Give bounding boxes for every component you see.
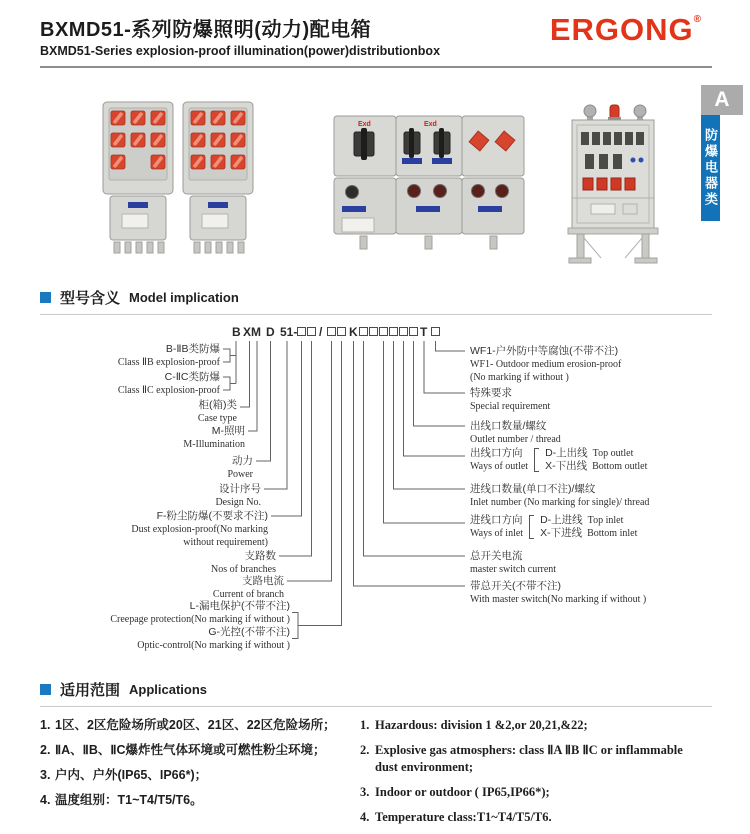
label-wf1: WF1-户外防中等腐蚀(不带不注) WF1- Outdoor medium erosion-proof (No marking if without ): [470, 345, 622, 383]
label-outlet-direction: 出线口方向 Ways of outlet D-上出线 Top outlet X-下出线 Bottom outlet: [470, 447, 648, 472]
exd-badge: Exd: [424, 121, 437, 128]
label-case-type: 柜(箱)类 Case type: [197, 399, 237, 424]
section-title-en: Model implication: [129, 290, 239, 305]
section-divider: [40, 706, 712, 707]
applications-zh: [40, 717, 346, 834]
label-inlet-number: 进线口数量(单口不注)/螺纹 Inlet number (No marking for single)/ thread: [470, 483, 650, 508]
applications-lists: [40, 717, 710, 834]
label-power: 动力 Power: [227, 455, 253, 480]
option-bracket: [529, 515, 534, 539]
code-slash: /: [319, 325, 323, 339]
section-title-zh: 型号含义: [60, 290, 121, 307]
header-divider: [40, 66, 712, 68]
section-bullet-icon: [40, 292, 51, 303]
list-item: 2. ⅡA、ⅡB、ⅡC爆炸性气体环境或可燃性粉尘环境；: [40, 743, 326, 757]
page-title-en: BXMD51-Series explosion-proof illumination(power)distributionbox: [40, 44, 441, 58]
list-item: 1. 1区、2区危险场所或20区、21区、22区危险场所；: [40, 718, 336, 732]
section-title-zh: 适用范围: [60, 682, 121, 699]
section-divider: [40, 314, 712, 315]
label-branch-number: 支路数 Nos of branches: [211, 550, 276, 575]
section-model-implication: [40, 287, 750, 308]
top-row: [334, 116, 524, 176]
product-image-wall-boxes: [100, 96, 265, 268]
product-image-three-gang-box: [330, 108, 530, 258]
label-design-no: 设计序号 Design No.: [215, 483, 261, 508]
label-outlet-number: 出线口数量/螺纹 Outlet number / thread: [470, 420, 561, 445]
label-class-iib: B-ⅡB类防爆 Class ⅡB explosion-proof: [117, 343, 220, 368]
label-creepage-protection: L-漏电保护(不带不注) Creepage protection(No marking if without ): [110, 600, 290, 625]
cabinet-top-fittings: [584, 105, 646, 121]
label-optic-control: G-光控(不带不注) Optic-control(No marking if without ): [137, 626, 290, 651]
model-code-diagram: [40, 319, 710, 661]
page-title-zh: BXMD51-系列防爆照明(动力)配电箱: [40, 19, 372, 41]
cabinet-body: [572, 120, 654, 228]
product-images-row: [0, 94, 750, 269]
code-letter-b: B: [232, 325, 241, 339]
bottom-row: [334, 178, 524, 249]
panel-2: [183, 102, 253, 253]
list-item: 2. Explosive gas atmosphers: class ⅡA ⅡB ⅡC or inflammable dust environment;: [360, 743, 683, 774]
section-bullet-icon: [40, 684, 51, 695]
option-bracket: [534, 448, 539, 472]
applications-en: [360, 717, 696, 834]
list-item: 1. Hazardous: division 1 &2,or 20,21,&22;: [360, 718, 588, 732]
list-item: 4. Temperature class:T1~T4/T5/T6.: [360, 810, 552, 824]
list-item: 3. Indoor or outdoor ( IP65,IP66*);: [360, 785, 550, 799]
category-tab-letter: A: [701, 85, 743, 115]
code-letter-t: T: [420, 325, 428, 339]
label-branch-current: 支路电流 Current of branch: [212, 575, 284, 600]
label-with-master-switch: 带总开关(不带不注) With master switch(No marking if without ): [470, 580, 647, 605]
list-item: 3. 户内、户外(IP65、IP66*)；: [40, 768, 208, 782]
label-master-switch-current: 总开关电流 master switch current: [470, 550, 557, 575]
panel-1: [103, 102, 173, 253]
label-inlet-direction: 进线口方向 Ways of inlet D-上进线 Top inlet X-下进线 Bottom inlet: [470, 514, 638, 539]
brand-logo-text: ERGONG: [549, 12, 694, 47]
code-number-51: 51-: [280, 325, 298, 339]
section-title-en: Applications: [129, 682, 208, 697]
product-image-floor-cabinet: [545, 102, 680, 268]
list-item: 4. 温度组别：T1~T4/T5/T6。: [40, 793, 203, 807]
category-tab: [701, 85, 743, 221]
category-tab-label: 防爆电器类: [701, 115, 720, 221]
brand-logo: [550, 12, 702, 48]
code-letter-k: K: [349, 325, 358, 339]
beacon-icon: [608, 105, 621, 121]
code-letter-d: D: [266, 325, 275, 339]
exd-badge: Exd: [358, 121, 371, 128]
label-illumination: M-照明 M-Illumination: [183, 425, 245, 450]
label-class-iic: C-ⅡC类防爆 Class ⅡC explosion-proof: [117, 371, 220, 396]
label-special-requirement: 特殊要求 Special requirement: [470, 387, 551, 412]
section-applications: [40, 679, 750, 700]
registered-mark: ®: [693, 14, 702, 25]
cabinet-legs: [568, 228, 658, 263]
code-letter-xm: XM: [243, 325, 261, 339]
label-dust-explosion-proof: F-粉尘防爆(不要求不注) Dust explosion-proof(No marking without requirement): [131, 510, 268, 548]
header: [0, 0, 750, 58]
